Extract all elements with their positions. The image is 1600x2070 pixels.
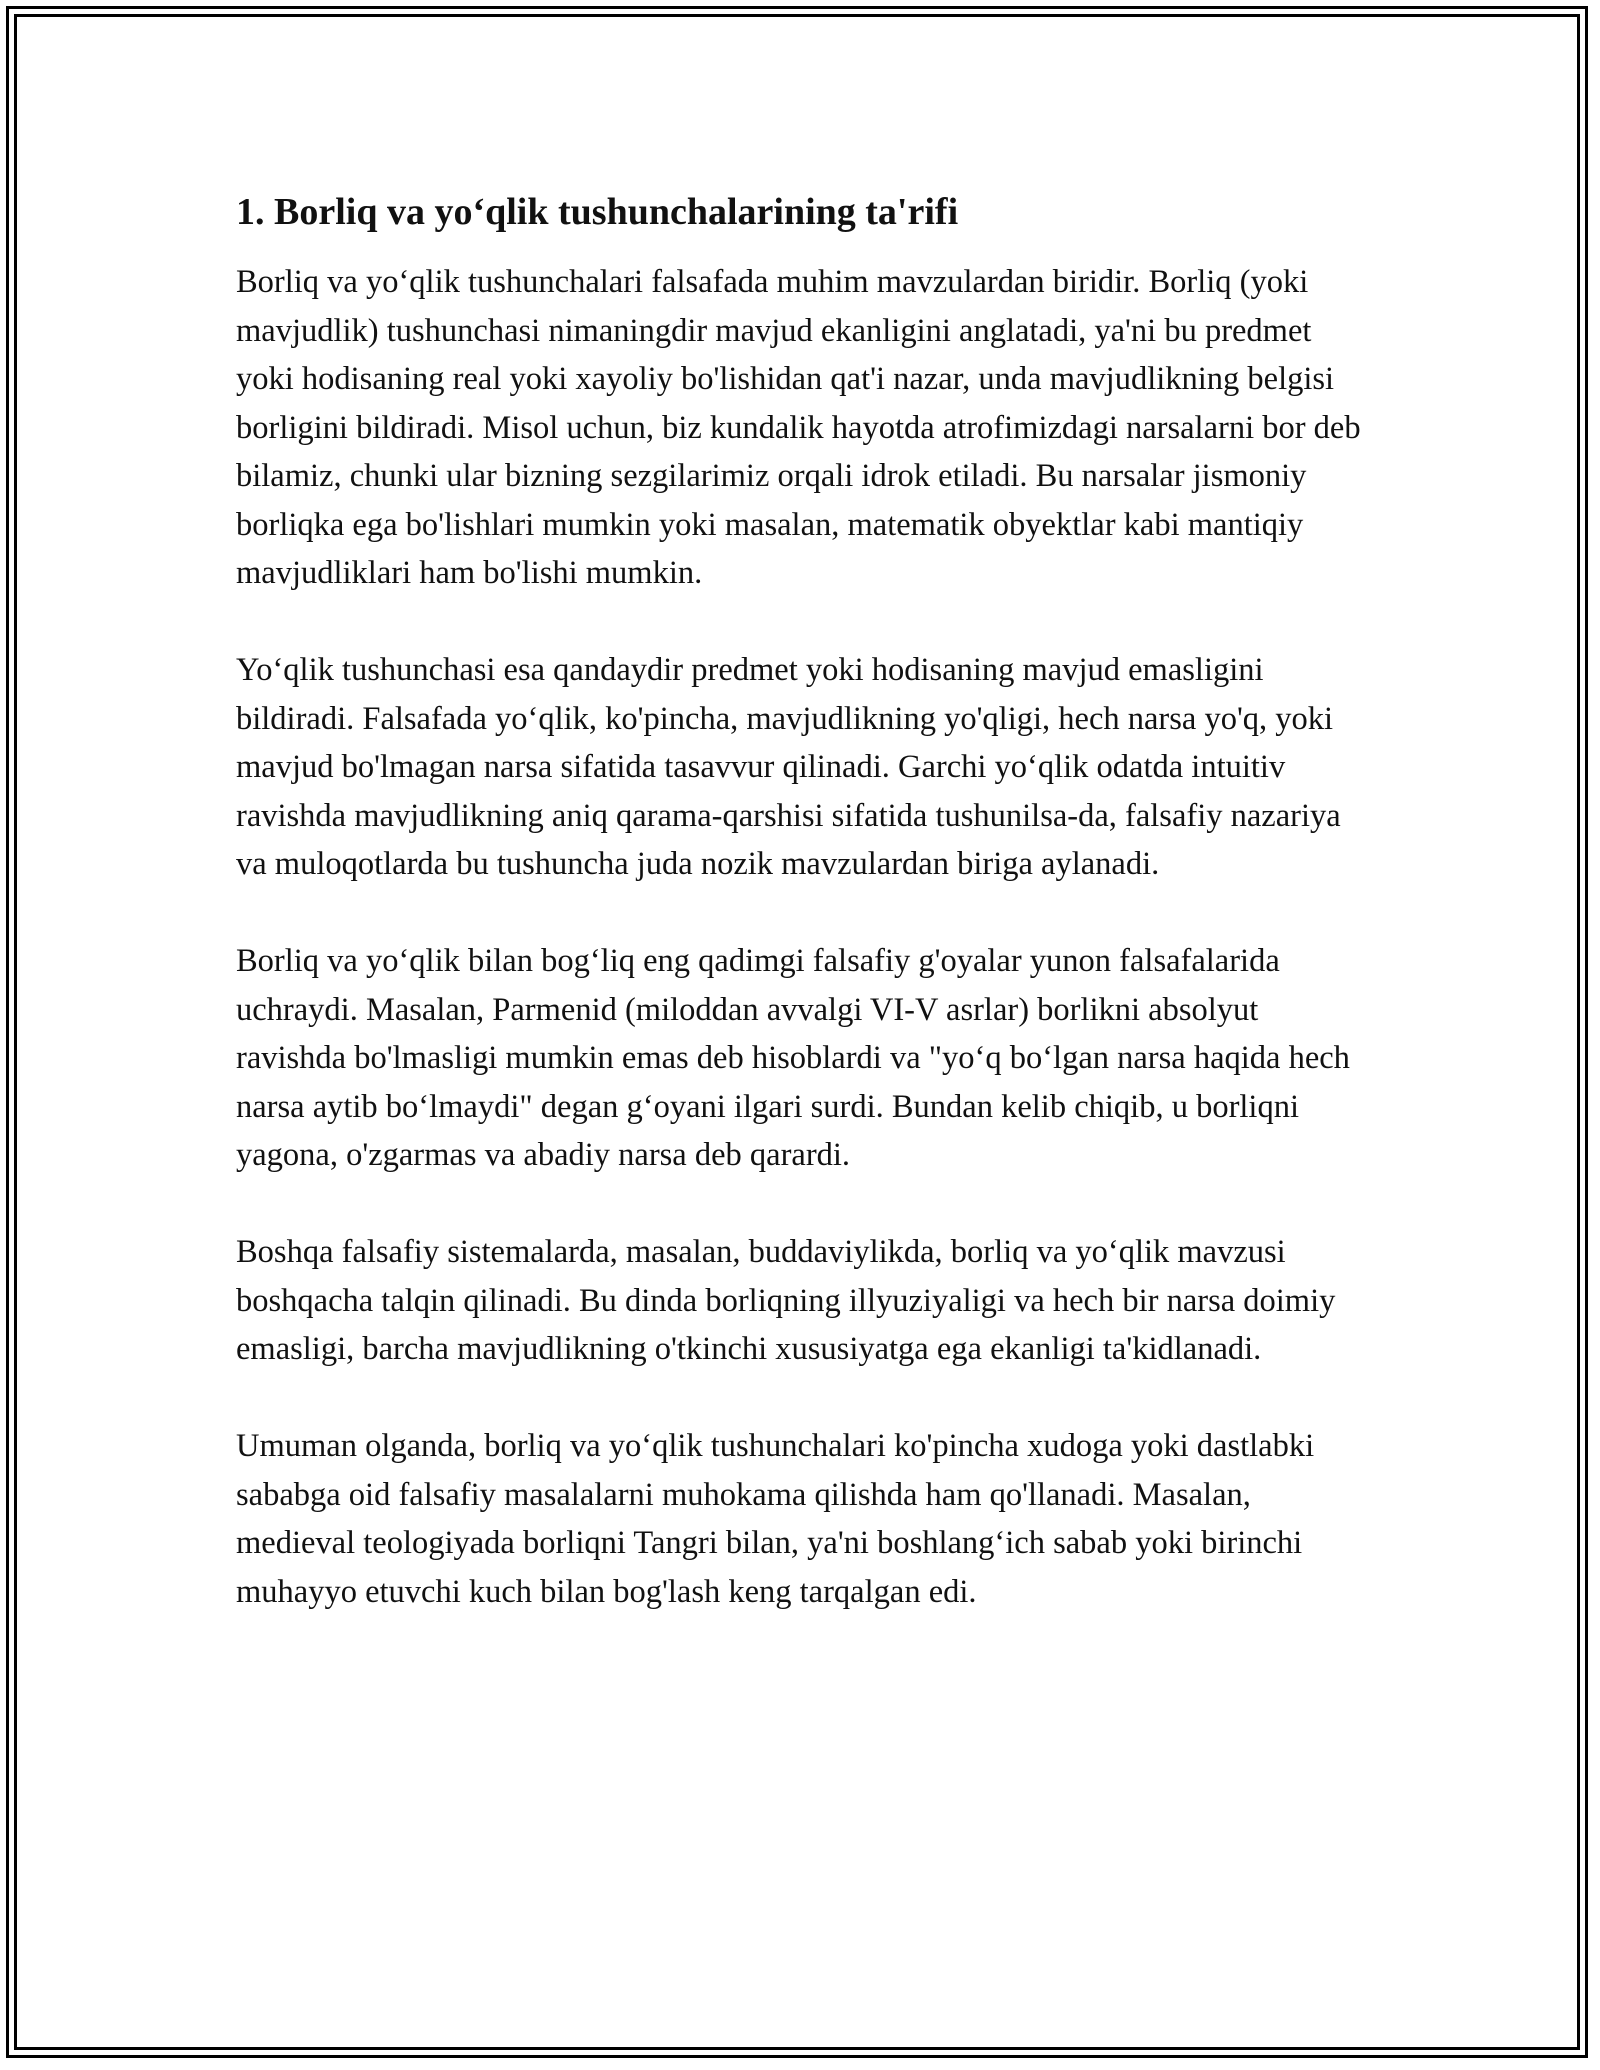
paragraph-greek-philosophy: Borliq va yo‘qlik bilan bog‘liq eng qadimgi falsafiy g'oyalar yunon falsafalarida uchraydi. Masalan, Parmenid (miloddan avvalgi VI-V asrlar) borlikni absolyut ravishda bo'lmasligi mumkin emas deb hisoblardi va "yo‘q bo‘lgan narsa haqida hech narsa aytib bo‘lmaydi" degan g‘oyani ilgari surdi. Bundan kelib chiqib, u borliqni yagona, o'zgarmas va abadiy narsa deb qarardi.: [236, 943, 1350, 1173]
paragraph-definition-of-being: Borliq va yo‘qlik tushunchalari falsafada muhim mavzulardan biridir. Borliq (yoki mavjudlik) tushunchasi nimaningdir mavjud ekanligini anglatadi, ya'ni bu predmet yoki hodisaning real yoki xayoliy bo'lishidan qat'i nazar, unda mavjudlikning belgisi borligini bildiradi. Misol uchun, biz kundalik hayotda atrofimizdagi narsalarni bor deb bilamiz, chunki ular bizning sezgilarimiz orqali idrok etiladi. Bu narsalar jismoniy borliqka ega bo'lishlari mumkin yoki masalan, matematik obyektlar kabi mantiqiy mavjudliklari ham bo'lishi mumkin.: [236, 264, 1361, 591]
paragraph-theology: Umuman olganda, borliq va yo‘qlik tushunchalari ko'pincha xudoga yoki dastlabki sababga oid falsafiy masalalarni muhokama qilishda ham qo'llanadi. Masalan, medieval teologiyada borliqni Tangri bilan, ya'ni boshlang‘ich sabab yoki birinchi muhayyo etuvchi kuch bilan bog'lash keng tarqalgan edi.: [236, 1428, 1315, 1610]
section-heading: 1. Borliq va yo‘qlik tushunchalarining ta'rifi: [236, 191, 959, 233]
paragraph-definition-of-nothingness: Yo‘qlik tushunchasi esa qandaydir predmet yoki hodisaning mavjud emasligini bildiradi. Falsafada yo‘qlik, ko'pincha, mavjudlikning yo'qligi, hech narsa yo'q, yoki mavjud bo'lmagan narsa sifatida tasavvur qilinadi. Garchi yo‘qlik odatda intuitiv ravishda mavjudlikning aniq qarama-qarshisi sifatida tushunilsa-da, falsafiy nazariya va muloqotlarda bu tushuncha juda nozik mavzulardan biriga aylanadi.: [236, 652, 1341, 882]
document-body: [236, 186, 1376, 1665]
paragraph-buddhism: Boshqa falsafiy sistemalarda, masalan, buddaviylikda, borliq va yo‘qlik mavzusi boshqacha talqin qilinadi. Bu dinda borliqning illyuziyaligi va hech bir narsa doimiy emasligi, barcha mavjudlikning o'tkinchi xususiyatga ega ekanligi ta'kidlanadi.: [236, 1234, 1336, 1367]
